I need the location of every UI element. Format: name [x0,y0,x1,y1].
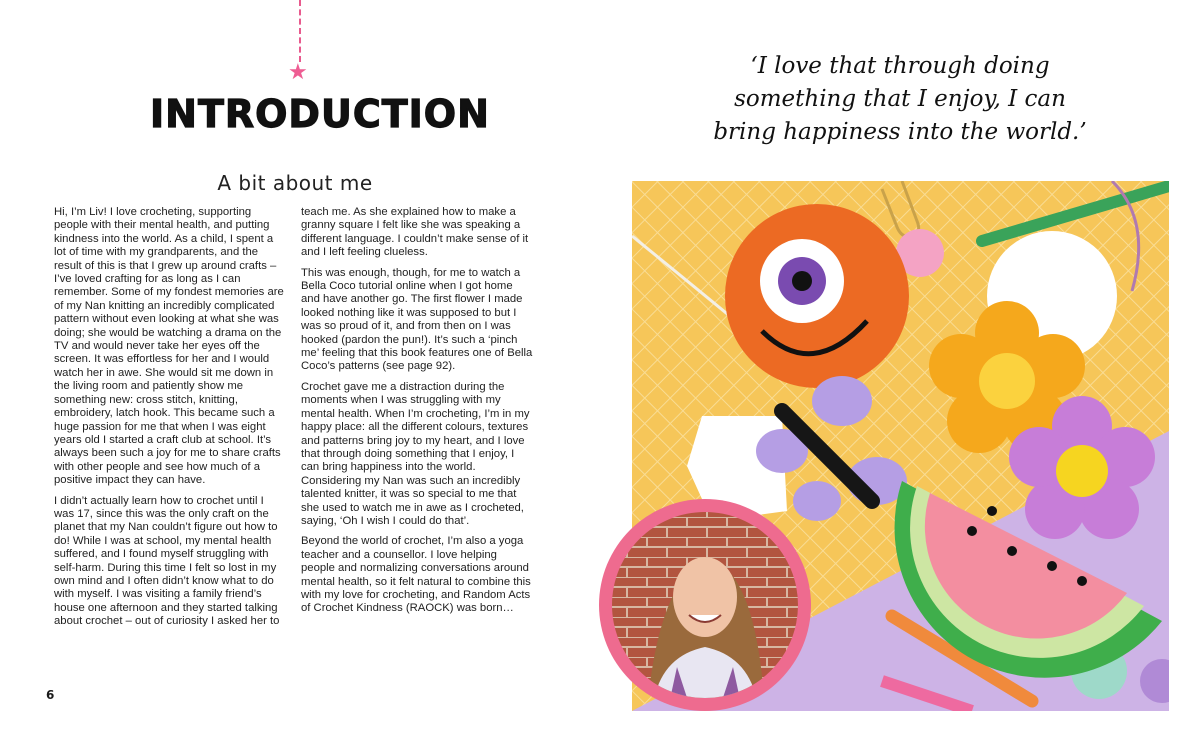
paragraph: I didn’t actually learn how to crochet until I was 17, since this was the only craft on the planet that my Nan couldn’t figure out how to do! While I was at school, my mental health suffered, and I found myself struggling with self-harm. During this time I felt so lost in my own mind and I often didn’t know what to do with myself. I was visiting a family friend’s house one afternoon and they started talking about crochet – out of curiosity I asked her to [54,494,280,628]
paragraph: Beyond the world of crochet, I’m also a yoga teacher and a counsellor. I love helping people and normalizing conversations around mental health, so it felt natural to combine this with my love for crocheting, and Random Acts of Crochet Kindness (RAOCK) was born… [301,535,531,615]
paragraph: Crochet gave me a distraction during the moments when I was struggling with my mental health. When I’m crocheting, I’m in my happy place: all the different colours, textures and patterns bring joy to my heart, and I love that through doing something that I enjoy, I can bring happiness into the world. Considering my Nan was such an incredibly talented knitter, it was so special to me that she used to watch me in awe as I crocheted, saying, ‘Oh I wish I could do that’. [301,380,530,527]
pull-quote [690,50,1110,149]
dashed-hanging-line [299,0,301,62]
star-icon: ★ [288,60,308,85]
quote-line: ‘I love that through doing [750,53,1050,79]
text-column-left [54,206,286,636]
section-subtitle: A bit about me [217,171,373,195]
text-column-right [301,206,533,623]
page-title: INTRODUCTION [150,92,490,136]
quote-line: something that I enjoy, I can [734,86,1066,112]
author-portrait [597,497,813,713]
paragraph: teach me. As she explained how to make a granny square I felt like she was speaking a different language. I couldn’t make sense of it and I left feeling clueless. [301,206,529,259]
paragraph: Hi, I’m Liv! I love crocheting, supporting people with their mental health, and putting kindness into the world. As a child, I spent a lot of time with my grandparents, and the result of this is that I grew up around crafts – I’ve loved crafting for as long as I can remember. Some of my fondest memories are of my Nan knitting an incredibly complicated pattern without even looking at what she was doing; she would be watching a drama on the TV and would never take her eyes off the screen. It was effortless for her and I would watch her in awe. She would sit me down in the living room and patiently show me something new: cross stitch, knitting, embroidery, latch hook. This became such a huge passion for me that when I was eight years old I started a craft club at school. It’s always been such a joy for me to share crafts with other people and see how much of a positive impact they can have. [54,206,284,487]
page-number: 6 [46,688,55,702]
paragraph: This was enough, though, for me to watch a Bella Coco tutorial online when I got home and have another go. The first flower I made looked nothing like it was supposed to but I was so proud of it, and from then on I was hooked (pardon the pun!). It’s such a ‘pinch me’ feeling that this book features one of Bella Coco’s patterns (see page 92). [301,266,533,373]
quote-line: bring happiness into the world.’ [713,119,1087,145]
